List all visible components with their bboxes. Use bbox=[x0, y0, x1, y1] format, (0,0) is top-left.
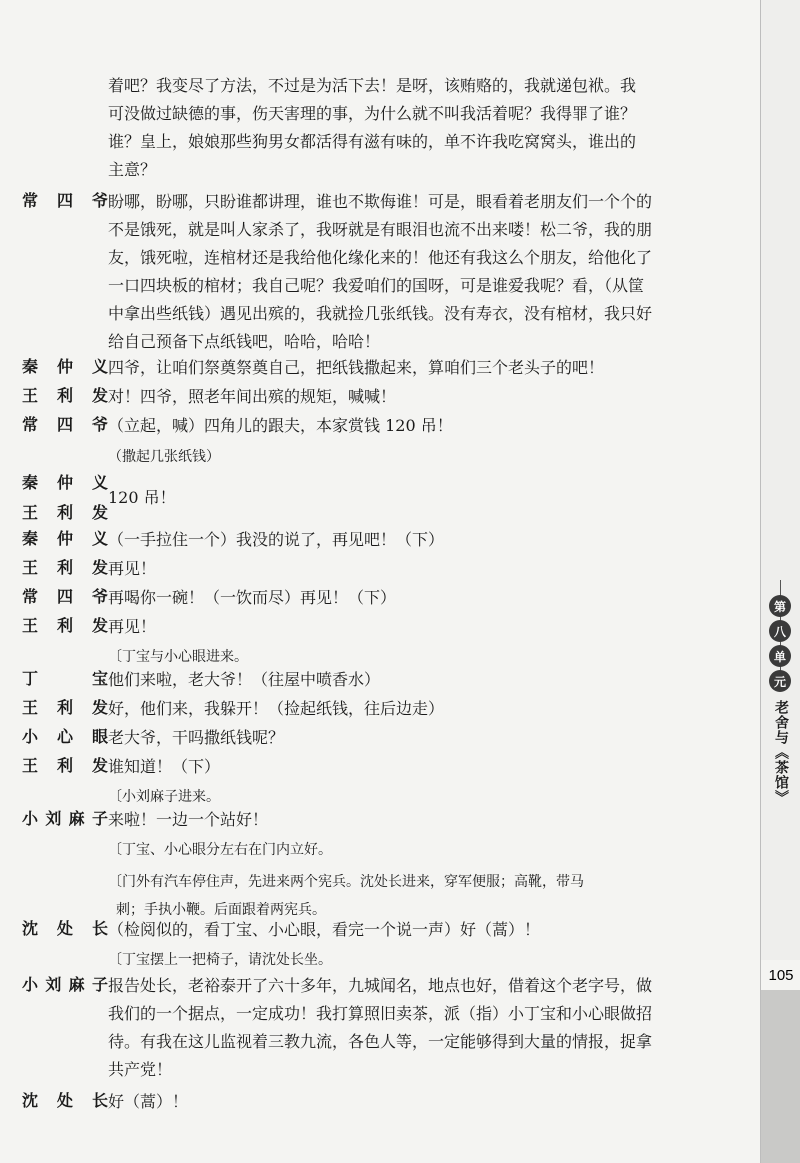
dialogue-wang-lifa-1 bbox=[22, 383, 737, 411]
speaker-name: 王 利 发 bbox=[22, 618, 108, 635]
unit-badge: 元 bbox=[769, 670, 791, 692]
dialogue-chang-siye-1 bbox=[22, 188, 737, 356]
dialogue-qin-zhongyi-1 bbox=[22, 354, 737, 382]
speaker-name: 沈 处 长 bbox=[22, 1093, 108, 1110]
stage-direction: 〔小刘麻子进来。 bbox=[108, 789, 220, 805]
dialogue-ding-bao bbox=[22, 666, 737, 694]
dialogue-text: 再喝你一碗！（一饮而尽）再见！（下） bbox=[108, 588, 397, 607]
dialogue-text: 再见！ 〔丁宝与小心眼进来。 bbox=[108, 613, 737, 671]
dialogue-text: 他们来啦，老大爷！（往屋中喷香水） bbox=[108, 670, 381, 689]
dialogue-shen-chuzhang-1 bbox=[22, 916, 737, 974]
dialogue-xiao-liu-mazi-2 bbox=[22, 972, 737, 1084]
text-line: 谁？皇上，娘娘那些狗男女都活得有滋有味的，单不许我吃窝窝头，谁出的 bbox=[108, 132, 637, 151]
stage-direction: 刺；手执小鞭。后面跟着两宪兵。 bbox=[116, 902, 326, 918]
speaker-name: 常 四 爷 bbox=[22, 193, 108, 210]
dialogue-chang-siye-2 bbox=[22, 412, 737, 471]
stage-direction: 〔门外有汽车停住声，先进来两个宪兵。沈处长进来，穿军便服；高靴，带马 bbox=[108, 874, 584, 890]
dialogue-text: （检阅似的，看丁宝、小心眼，看完一个说一声）好（蒿）！ 〔丁宝摆上一把椅子，请沈处长坐。 bbox=[108, 916, 737, 974]
speaker-name: 小 刘 麻 子 bbox=[22, 811, 108, 828]
text-line: 可没做过缺德的事，伤天害理的事，为什么就不叫我活着呢？我得罪了谁？ bbox=[108, 104, 637, 123]
dialogue-text: （立起，喊）四角儿的跟夫，本家赏钱 120 吊！ （撒起几张纸钱） bbox=[108, 412, 737, 471]
dialogue-text: 谁知道！（下） 〔小刘麻子进来。 bbox=[108, 753, 737, 811]
dialogue-wang-lifa-5 bbox=[22, 753, 737, 811]
chapter-sidebar bbox=[760, 0, 800, 1163]
dialogue-text: 对！四爷，照老年间出殡的规矩，喊喊！ bbox=[108, 387, 397, 406]
dialogue-shen-chuzhang-2 bbox=[22, 1088, 737, 1116]
dialogue-text: 报告处长，老裕泰开了六十多年，九城闻名，地点也好，借着这个老字号，做 我们的一个据点，一定成功！我打算照旧卖茶，派（指）小丁宝和小心眼做招 待。有我在这儿监视着三教九流，各色人等，一定能够得到大量的情报，捉拿 共产党！ bbox=[108, 976, 653, 1079]
dialogue-qin-zhongyi-2 bbox=[22, 526, 737, 554]
speaker-name: 秦 仲 义 bbox=[22, 475, 108, 492]
page-number: 105 bbox=[761, 960, 800, 990]
dialogue-text: （一手拉住一个）我没的说了，再见吧！（下） bbox=[108, 530, 445, 549]
speaker-name: 秦 仲 义 bbox=[22, 531, 108, 548]
dialogue-joint-1 bbox=[22, 470, 737, 528]
dialogue-text: 来啦！一边一个站好！ 〔丁宝、小心眼分左右在门内立好。 〔门外有汽车停住声，先进来两个宪兵。沈处长进来，穿军便服；高靴，带马 刺；手执小鞭。后面跟着两宪兵。 bbox=[108, 806, 737, 924]
speaker-name: 秦 仲 义 bbox=[22, 359, 108, 376]
continued-dialogue bbox=[108, 72, 733, 184]
dialogue-text: 120 吊！ bbox=[108, 488, 176, 507]
dialogue-text: 盼哪，盼哪，只盼谁都讲理，谁也不欺侮谁！可是，眼看着老朋友们一个个的 不是饿死，就是叫人家杀了，我呀就是有眼泪也流不出来喽！松二爷，我的朋 友，饿死啦，连棺材还是我给他化缘化来的！他还有我这么个朋友，给他化了 一口四块板的棺材；我自己呢？我爱咱们的国呀，可是谁爱我呢？看，（从筐 中拿出些纸钱）遇见出殡的，我就捡几张纸钱。没有寿衣，没有棺材，我只好 给自己预备下点纸钱吧，哈哈，哈哈！ bbox=[108, 192, 653, 351]
speaker-name: 常 四 爷 bbox=[22, 417, 108, 434]
sidebar-band bbox=[761, 990, 800, 1163]
speaker-name: 丁 宝 bbox=[22, 671, 108, 688]
speaker-name: 王 利 发 bbox=[22, 388, 108, 405]
dialogue-wang-lifa-4 bbox=[22, 695, 737, 723]
unit-badge: 八 bbox=[769, 620, 791, 642]
text-line: 主意？ bbox=[108, 160, 157, 179]
unit-subtitle: 老舍与《茶馆》 bbox=[773, 700, 789, 805]
speaker-name: 王 利 发 bbox=[22, 700, 108, 717]
dialogue-text: 好（蒿）！ bbox=[108, 1092, 189, 1111]
speaker-name: 王 利 发 bbox=[22, 758, 108, 775]
stage-direction: 〔丁宝摆上一把椅子，请沈处长坐。 bbox=[108, 952, 332, 968]
stage-direction: 〔丁宝、小心眼分左右在门内立好。 bbox=[108, 842, 332, 858]
dialogue-xiao-liu-mazi-1 bbox=[22, 806, 737, 924]
dialogue-wang-lifa-2 bbox=[22, 555, 737, 583]
unit-badge: 单 bbox=[769, 645, 791, 667]
speaker-name: 沈 处 长 bbox=[22, 921, 108, 938]
dialogue-chang-siye-3 bbox=[22, 584, 737, 612]
dialogue-text: 好，他们来，我躲开！（捡起纸钱，往后边走） bbox=[108, 699, 445, 718]
dialogue-wang-lifa-3 bbox=[22, 613, 737, 671]
dialogue-text: 老大爷，干吗撒纸钱呢？ bbox=[108, 728, 285, 747]
speaker-name: 小 刘 麻 子 bbox=[22, 977, 108, 994]
stage-direction: （撒起几张纸钱） bbox=[108, 449, 220, 465]
speaker-name: 王 利 发 bbox=[22, 560, 108, 577]
speaker-pair bbox=[22, 470, 108, 528]
dialogue-text: 再见！ bbox=[108, 559, 157, 578]
speaker-name: 常 四 爷 bbox=[22, 589, 108, 606]
text-line: 着吧？我变尽了方法，不过是为活下去！是呀，该贿赂的，我就递包袱。我 bbox=[108, 76, 637, 95]
speaker-name: 王 利 发 bbox=[22, 505, 108, 522]
dialogue-xiao-xinyan bbox=[22, 724, 737, 752]
stage-direction: 〔丁宝与小心眼进来。 bbox=[108, 649, 248, 665]
unit-badge: 第 bbox=[769, 595, 791, 617]
dialogue-text: 四爷，让咱们祭奠祭奠自己，把纸钱撒起来，算咱们三个老头子的吧！ bbox=[108, 358, 605, 377]
speaker-name: 小 心 眼 bbox=[22, 729, 108, 746]
